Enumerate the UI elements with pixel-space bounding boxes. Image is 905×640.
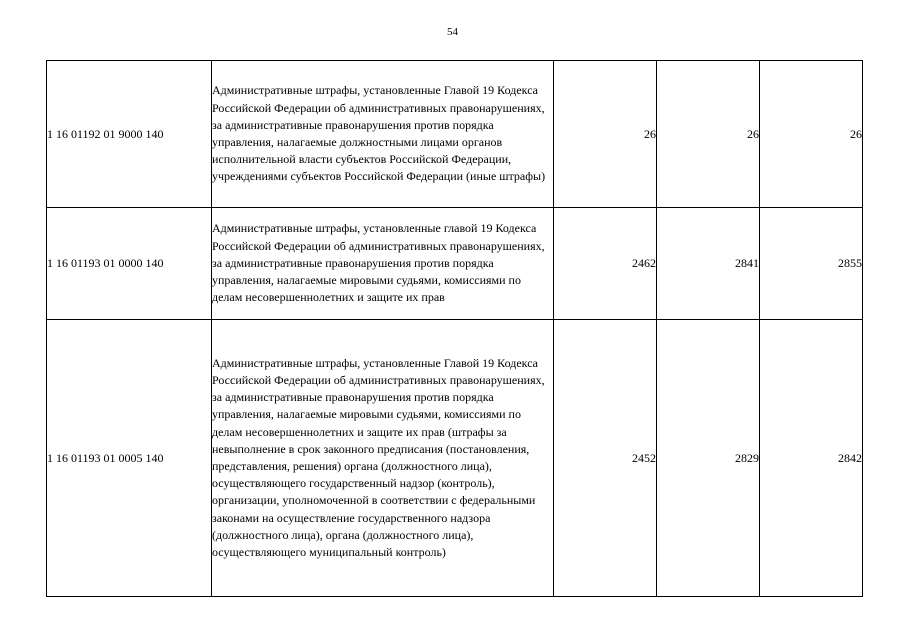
- value-cell-3: 26: [760, 61, 863, 208]
- value-cell-3: 2842: [760, 320, 863, 597]
- value-cell-2: 26: [657, 61, 760, 208]
- revenue-description: Административные штрафы, установленные Главой 19 Кодекса Российской Федерации об административных правонарушениях, за административные правонарушения против порядка управления, налагаемые должностными лицами органов исполнительной власти субъектов Российской Федерации, учреждениями субъектов Российской Федерации (иные штрафы): [212, 61, 554, 208]
- classification-code: 1 16 01193 01 0005 140: [47, 320, 212, 597]
- table-row: [47, 320, 863, 597]
- value-cell-2: 2829: [657, 320, 760, 597]
- classification-code: 1 16 01192 01 9000 140: [47, 61, 212, 208]
- table-row: [47, 208, 863, 320]
- revenue-description: Административные штрафы, установленные главой 19 Кодекса Российской Федерации об административных правонарушениях, за административные правонарушения против порядка управления, налагаемые мировыми судьями, комиссиями по делам несовершеннолетних и защите их прав: [212, 208, 554, 320]
- revenue-description: Административные штрафы, установленные Главой 19 Кодекса Российской Федерации об административных правонарушениях, за административные правонарушения против порядка управления, налагаемые мировыми судьями, комиссиями по делам несовершеннолетних и защите их прав (штрафы за невыполнение в срок законного предписания (постановления, представления, решения) органа (должностного лица), осуществляющего государственный надзор (контроль), организации, уполномоченной в соответствии с федеральными законами на осуществление государственного надзора (должностного лица), органа (должностного лица), осуществляющего муниципальный контроль): [212, 320, 554, 597]
- value-cell-1: 26: [554, 61, 657, 208]
- budget-table: [46, 60, 863, 597]
- value-cell-2: 2841: [657, 208, 760, 320]
- value-cell-1: 2462: [554, 208, 657, 320]
- table-row: [47, 61, 863, 208]
- value-cell-3: 2855: [760, 208, 863, 320]
- classification-code: 1 16 01193 01 0000 140: [47, 208, 212, 320]
- page-number: 54: [447, 26, 458, 38]
- value-cell-1: 2452: [554, 320, 657, 597]
